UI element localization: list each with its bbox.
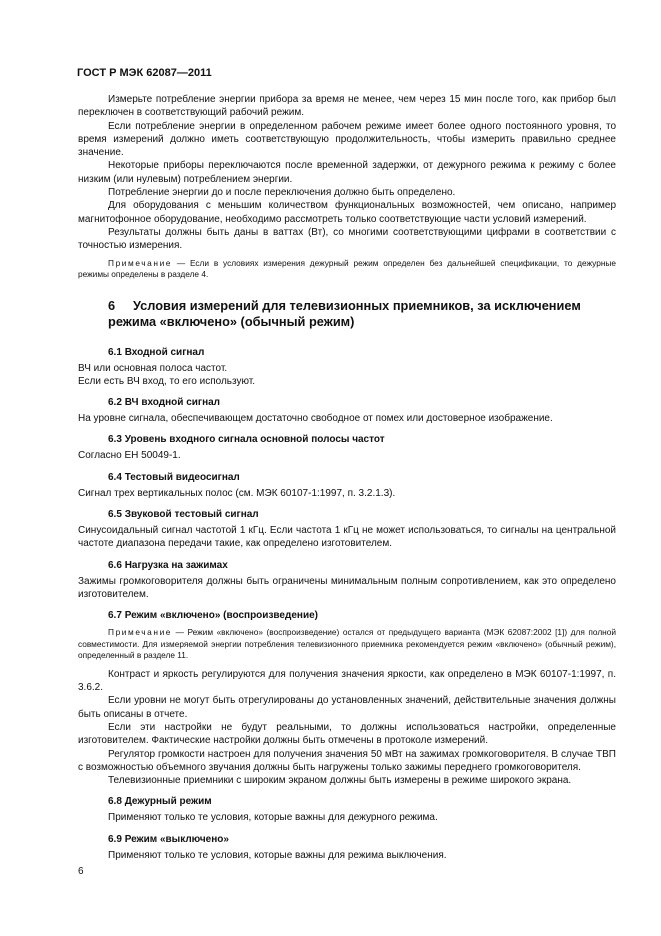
paragraph: Если потребление энергии в определенном рабочем режиме имеет более одного постоянного уровня, то время измерений должно иметь соответствующую продолжительность, чтобы измерить правильно среднее значение. — [78, 120, 616, 159]
paragraph: Зажимы громкоговорителя должны быть ограничены минимальным полным сопротивлением, как это определено изготовителем. — [78, 575, 616, 600]
note — [78, 627, 616, 662]
note — [78, 258, 616, 281]
page-content — [78, 93, 616, 862]
paragraph: Синусоидальный сигнал частотой 1 кГц. Если частота 1 кГц не может использоваться, то сигналы на центральной частоте диапазона передачи такие, как определено изготовителем. — [78, 525, 616, 550]
subsection-heading: 6.1 Входной сигнал — [108, 346, 205, 358]
paragraph: Если есть ВЧ вход, то его используют. — [78, 375, 256, 387]
paragraph: Результаты должны быть даны в ваттах (Вт), со многими соответствующими цифрами в соответствии с точностью измерения. — [78, 226, 616, 252]
paragraph: Измерьте потребление энергии прибора за время не менее, чем через 15 мин после того, как прибор был переключен в соответствующий рабочий режим. — [78, 94, 616, 119]
subsection-heading: 6.3 Уровень входного сигнала основной полосы частот — [108, 434, 385, 446]
paragraph: Применяют только те условия, которые важны для дежурного режима. — [108, 812, 438, 824]
paragraph: Некоторые приборы переключаются после временной задержки, от дежурного режима к режиму с более низким (или нулевым) потреблением энергии. — [78, 160, 616, 185]
page-number: 6 — [78, 866, 84, 877]
subsection-heading: 6.2 ВЧ входной сигнал — [108, 397, 221, 409]
paragraph: Потребление энергии до и после переключения должно быть определено. — [108, 187, 456, 199]
note-text: — Если в условиях измерения дежурный режим определен без дальнейшей спецификации, то дежурные режимы определены в разделе 4. — [78, 257, 616, 280]
paragraph: ВЧ или основная полоса частот. — [78, 362, 228, 374]
paragraph: Согласно ЕН 50049-1. — [78, 450, 181, 462]
section-title: Условия измерений для телевизионных приемников, за исключением режима «включено» (обычный режим) — [108, 297, 581, 329]
section-heading — [108, 298, 616, 330]
paragraph: Если эти настройки не будут реальными, то должны использоваться настройки, определенные изготовителем. Фактические настройки должны быть отмечены в протоколе измерений. — [78, 721, 616, 747]
paragraph: Контраст и яркость регулируются для получения значения яркости, как определено в МЭК 60107-1:1997, п. 3.6.2. — [78, 668, 616, 694]
paragraph: Телевизионные приемники с широким экраном должны быть измерены в режиме широкого экрана. — [108, 775, 572, 787]
subsection-heading: 6.5 Звуковой тестовый сигнал — [108, 509, 259, 521]
section-number: 6 — [108, 297, 116, 313]
subsection-heading: 6.7 Режим «включено» (воспроизведение) — [108, 610, 318, 622]
document-header: ГОСТ Р МЭК 62087—2011 — [77, 67, 212, 79]
subsection-heading: 6.6 Нагрузка на зажимах — [108, 559, 228, 571]
note-label: Примечание — [108, 257, 173, 268]
subsection-heading: 6.9 Режим «выключено» — [108, 833, 229, 845]
paragraph: Если уровни не могут быть отрегулированы до установленных значений, действительные значения должны быть описаны в отчете. — [78, 695, 616, 720]
note-label: Примечание — [108, 627, 173, 638]
paragraph: Применяют только те условия, которые важны для режима выключения. — [108, 849, 447, 861]
paragraph: Регулятор громкости настроен для получения значения 50 мВт на зажимах громкоговорителя. В случае ТВП с возможностью объемного звучания должны быть нагружены только зажимы переднего громкоговорителя. — [78, 748, 616, 773]
paragraph: На уровне сигнала, обеспечивающем достаточно свободное от помех или достоверное изображение. — [78, 413, 553, 425]
paragraph: Для оборудования с меньшим количеством функциональных возможностей, чем описано, например магнитофонное оборудование, необходимо рассмотреть только соответствующие части условий измерений. — [78, 200, 616, 225]
paragraph: Сигнал трех вертикальных полос (см. МЭК 60107-1:1997, п. 3.2.1.3). — [78, 487, 396, 499]
subsection-heading: 6.8 Дежурный режим — [108, 796, 212, 808]
subsection-heading: 6.4 Тестовый видеосигнал — [108, 471, 240, 483]
note-text: — Режим «включено» (воспроизведение) остался от предыдущего варианта (МЭК 62087:2002 [1]) для полной совместимости. Для измеряемой энергии потребления телевизионного приемника рекомендуется режим «включено» (обычный режим), определенный в разделе 11. — [78, 627, 616, 661]
